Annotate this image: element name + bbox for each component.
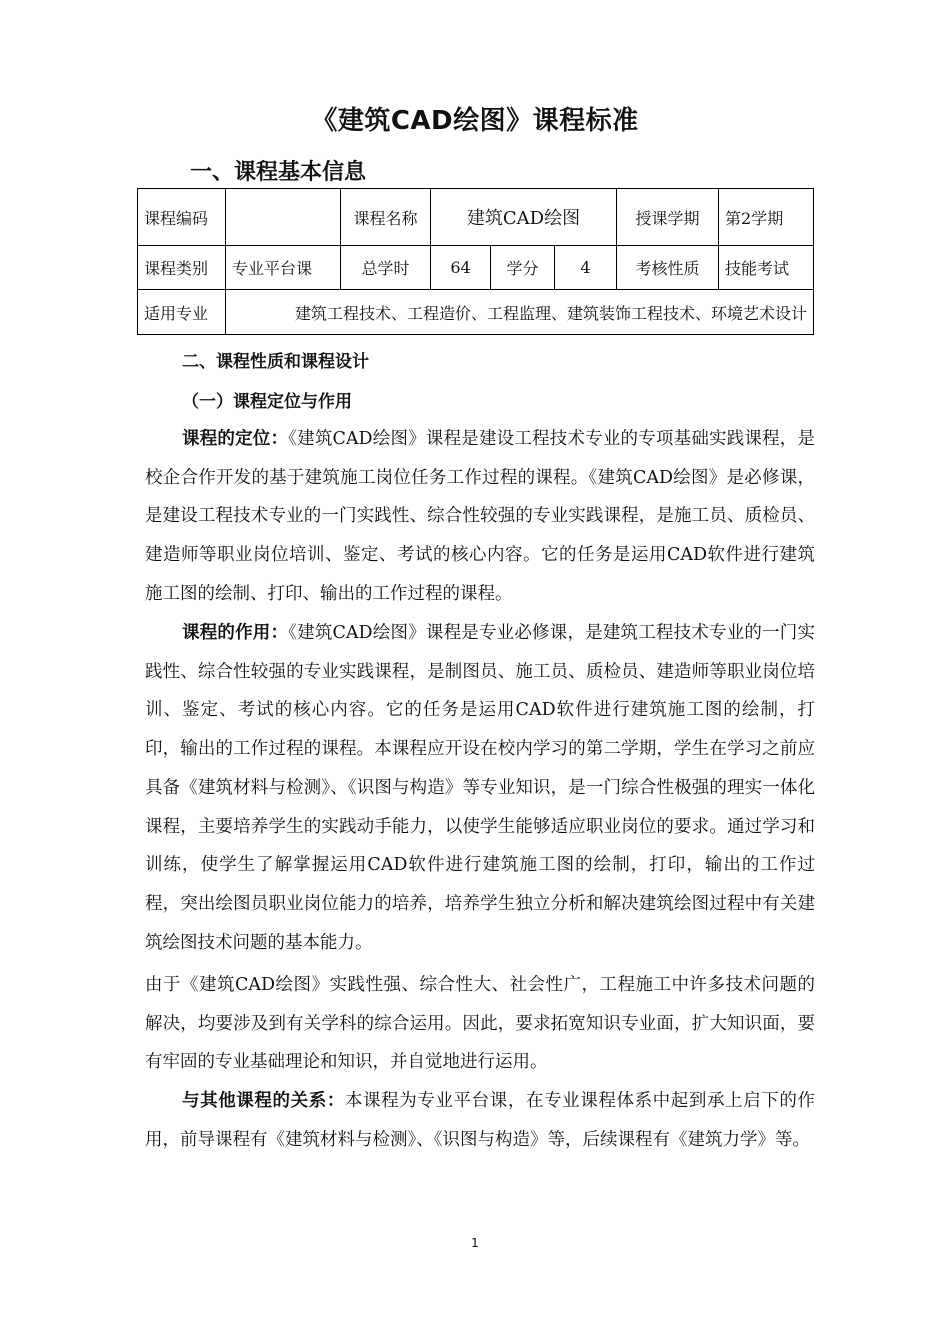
cell-name-value: 建筑CAD绘图 bbox=[431, 189, 617, 246]
subsection-heading-positioning: （一）课程定位与作用 bbox=[182, 392, 352, 412]
paragraph-lead: 与其他课程的关系： bbox=[182, 1091, 345, 1111]
cell-term-value: 第2学期 bbox=[719, 189, 814, 246]
cell-term-label: 授课学期 bbox=[617, 189, 719, 246]
section-heading-basic-info: 一、课程基本信息 bbox=[190, 160, 367, 185]
paragraph-relations bbox=[145, 1082, 815, 1159]
cell-hours-label: 总学时 bbox=[341, 246, 431, 290]
table-row bbox=[138, 246, 814, 290]
paragraph-text: 《建筑CAD绘图》课程是建设工程技术专业的专项基础实践课程，是校企合作开发的基于建筑施工岗位任务工作过程的课程。《建筑CAD绘图》是必修课，是建设工程技术专业的一门实践性、综合性较强的专业实践课程，是施工员、质检员、建造师等职业岗位培训、鉴定、考试的核心内容。它的任务是运用CAD软件进行建筑施工图的绘制、打印、输出的工作过程的课程。 bbox=[145, 429, 816, 604]
paragraph-lead: 课程的作用： bbox=[182, 623, 289, 643]
paragraph-lead: 课程的定位： bbox=[182, 429, 289, 449]
paragraph-positioning bbox=[145, 420, 815, 614]
course-info-table bbox=[137, 188, 814, 335]
cell-name-label: 课程名称 bbox=[341, 189, 431, 246]
cell-hours-value: 64 bbox=[431, 246, 491, 290]
paragraph-text: 本课程为专业平台课，在专业课程体系中起到承上启下的作用，前导课程有《建筑材料与检测》、《识图与构造》等，后续课程有《建筑力学》等。 bbox=[145, 1091, 816, 1150]
cell-majors-label: 适用专业 bbox=[138, 290, 226, 335]
cell-credit-label: 学分 bbox=[491, 246, 555, 290]
cell-category-label: 课程类别 bbox=[138, 246, 226, 290]
table-row bbox=[138, 189, 814, 246]
cell-credit-value: 4 bbox=[555, 246, 617, 290]
paragraph-comprehensive bbox=[145, 966, 815, 1082]
paragraph-role bbox=[145, 614, 815, 962]
page-number: 1 bbox=[471, 1236, 479, 1250]
cell-category-value: 专业平台课 bbox=[226, 246, 341, 290]
paragraph-text: 《建筑CAD绘图》课程是专业必修课，是建筑工程技术专业的一门实践性、综合性较强的专业实践课程，是制图员、施工员、质检员、建造师等职业岗位培训、鉴定、考试的核心内容。它的任务是运用CAD软件进行建筑施工图的绘制，打印，输出的工作过程的课程。本课程应开设在校内学习的第二学期，学生在学习之前应具备《建筑材料与检测》、《识图与构造》等专业知识，是一门综合性极强的理实一体化课程，主要培养学生的实践动手能力，以使学生能够适应职业岗位的要求。通过学习和训练，使学生了解掌握运用CAD软件进行建筑施工图的绘制，打印，输出的工作过程，突出绘图员职业岗位能力的培养，培养学生独立分析和解决建筑绘图过程中有关建筑绘图技术问题的基本能力。 bbox=[145, 623, 816, 953]
paragraph-text: 由于《建筑CAD绘图》实践性强、综合性大、社会性广，工程施工中许多技术问题的解决，均要涉及到有关学科的综合运用。因此，要求拓宽知识专业面，扩大知识面，要有牢固的专业基础理论和知识，并自觉地进行运用。 bbox=[145, 975, 815, 1073]
cell-assess-value: 技能考试 bbox=[719, 246, 814, 290]
cell-code-label: 课程编码 bbox=[138, 189, 226, 246]
cell-code-value bbox=[226, 189, 341, 246]
section-heading-nature-design: 二、课程性质和课程设计 bbox=[182, 352, 369, 372]
table-row bbox=[138, 290, 814, 335]
cell-assess-label: 考核性质 bbox=[617, 246, 719, 290]
cell-majors-value: 建筑工程技术、工程造价、工程监理、建筑装饰工程技术、环境艺术设计 bbox=[226, 290, 814, 335]
document-title: 《建筑CAD绘图》课程标准 bbox=[311, 106, 639, 136]
